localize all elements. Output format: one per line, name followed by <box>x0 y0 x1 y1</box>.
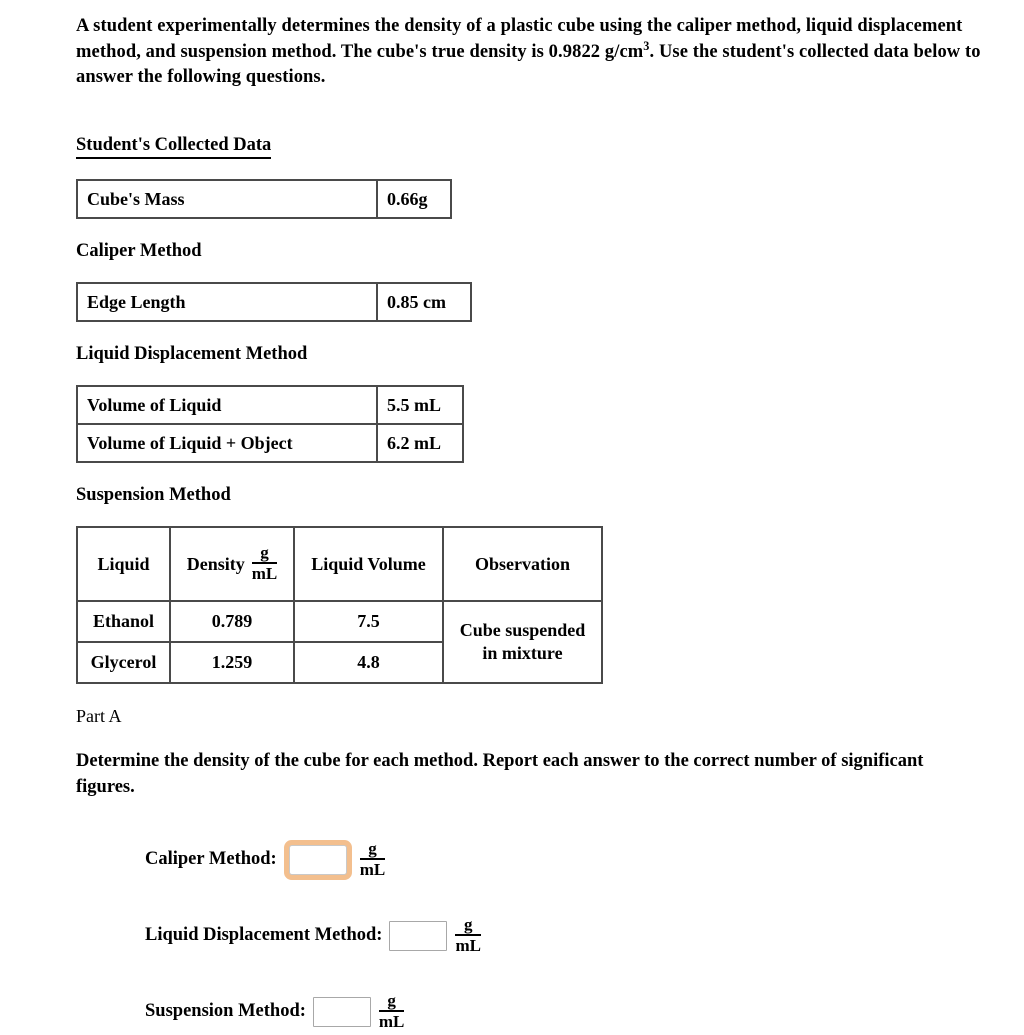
table-row <box>77 424 463 462</box>
part-a-prompt: Determine the density of the cube for each method. Report each answer to the correct number of significant figures. <box>76 751 924 797</box>
liquid-displacement-heading: Liquid Displacement Method <box>76 344 308 365</box>
spacer <box>76 727 988 749</box>
fraction-denominator: mL <box>455 935 481 955</box>
fraction-numerator: g <box>455 916 481 936</box>
glycerol-density: 1.259 <box>170 642 294 683</box>
caliper-method-table <box>76 282 472 322</box>
table-row <box>77 601 602 642</box>
ethanol-volume: 7.5 <box>294 601 443 642</box>
ethanol-density: 0.789 <box>170 601 294 642</box>
header-liquid: Liquid <box>77 527 170 601</box>
spacer <box>76 322 988 344</box>
table-row <box>77 386 463 424</box>
fraction-numerator: g <box>360 840 386 860</box>
collected-data-heading-wrap <box>76 135 988 159</box>
density-header-inner <box>187 545 278 583</box>
spacer <box>76 684 988 706</box>
observation-value: Cube suspended in mixture <box>443 601 602 683</box>
suspension-unit-fraction <box>379 992 405 1030</box>
fraction-denominator: mL <box>378 1011 405 1031</box>
suspension-answer-input[interactable] <box>313 997 371 1027</box>
caliper-answer-label: Caliper Method: <box>145 849 277 870</box>
density-header-text: Density <box>186 553 245 574</box>
fraction-numerator: g <box>252 544 278 564</box>
spacer <box>76 463 988 485</box>
edge-length-value: 0.85 cm <box>377 283 471 321</box>
ethanol-liquid: Ethanol <box>77 601 170 642</box>
volume-of-liquid-label: Volume of Liquid <box>77 386 377 424</box>
header-density <box>170 527 294 601</box>
suspension-answer-label: Suspension Method: <box>145 1001 306 1022</box>
answer-row-suspension <box>145 989 988 1035</box>
cm-cubed-superscript: 3 <box>643 38 650 53</box>
answer-list <box>76 837 988 1035</box>
spacer <box>76 219 988 241</box>
liquid-displacement-answer-input[interactable] <box>389 921 447 951</box>
density-unit-fraction <box>252 544 278 582</box>
problem-statement-part1: A student experimentally determines the density of a plastic cube using the caliper method, liquid displacement method, and suspension method. The cube's true density is 0.9822 g/cm <box>76 16 963 62</box>
cube-mass-table <box>76 179 452 219</box>
liquid-displacement-unit-fraction <box>455 916 481 954</box>
spacer <box>76 113 988 135</box>
spacer <box>76 365 988 385</box>
cube-mass-value: 0.66g <box>377 180 451 218</box>
volume-of-liquid-plus-object-value: 6.2 mL <box>377 424 463 462</box>
volume-of-liquid-value: 5.5 mL <box>377 386 463 424</box>
spacer <box>76 262 988 282</box>
caliper-method-heading: Caliper Method <box>76 241 202 262</box>
liquid-displacement-table <box>76 385 464 463</box>
suspension-method-heading: Suspension Method <box>76 485 231 506</box>
glycerol-liquid: Glycerol <box>77 642 170 683</box>
problem-statement-part2: . Use the student's collected data below to answer the following questions. <box>76 41 981 88</box>
table-header-row <box>77 527 602 601</box>
answer-row-liquid-displacement <box>145 913 988 959</box>
table-row <box>77 283 471 321</box>
fraction-denominator: mL <box>359 859 386 879</box>
table-row <box>77 180 451 218</box>
caliper-answer-input[interactable] <box>289 845 347 875</box>
problem-statement <box>76 14 988 91</box>
answer-row-caliper <box>145 837 988 883</box>
glycerol-volume: 4.8 <box>294 642 443 683</box>
part-a-label: Part A <box>76 706 122 727</box>
fraction-denominator: mL <box>251 564 278 584</box>
collected-data-heading: Student's Collected Data <box>76 135 271 159</box>
content-column <box>76 14 988 1035</box>
liquid-displacement-answer-label: Liquid Displacement Method: <box>145 925 383 946</box>
header-observation: Observation <box>443 527 602 601</box>
header-liquid-volume: Liquid Volume <box>294 527 443 601</box>
edge-length-label: Edge Length <box>77 283 377 321</box>
cube-mass-label: Cube's Mass <box>77 180 377 218</box>
caliper-unit-fraction <box>360 840 386 878</box>
suspension-method-table <box>76 526 603 684</box>
fraction-numerator: g <box>379 992 405 1012</box>
spacer <box>76 159 988 179</box>
spacer <box>76 506 988 526</box>
volume-of-liquid-plus-object-label: Volume of Liquid + Object <box>77 424 377 462</box>
